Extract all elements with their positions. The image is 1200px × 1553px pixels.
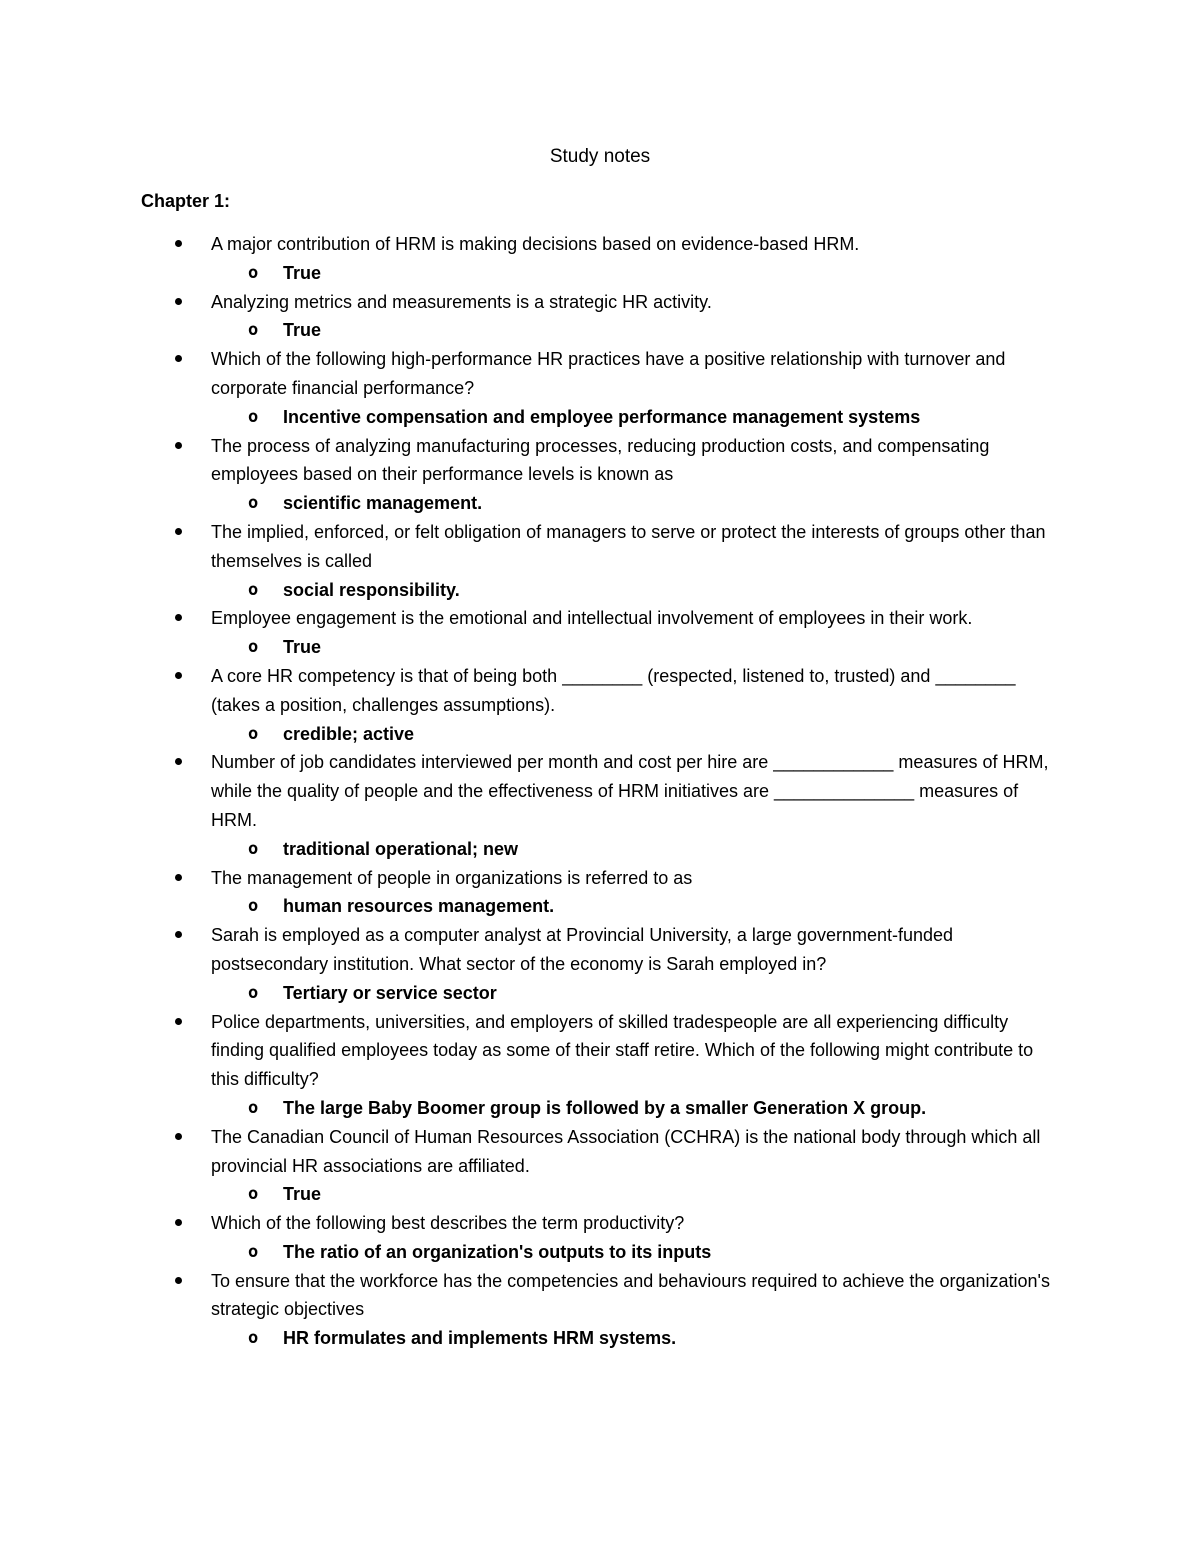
sub-bullet-icon: o: [248, 1184, 259, 1205]
list-item: [0, 864, 1200, 922]
question-text: The Canadian Council of Human Resources Association (CCHRA) is the national body through which all provincial HR associations are affiliated.: [211, 1126, 1041, 1176]
question-text: Which of the following high-performance HR practices have a positive relationship with turnover and corporate financial performance?: [211, 349, 1006, 398]
bullet-icon: [175, 1133, 182, 1140]
question-row: [0, 604, 1200, 633]
list-item: [0, 1209, 1200, 1267]
question-text: Police departments, universities, and employers of skilled tradespeople are all experiencing difficulty finding qualified employees today as some of their staff retire. Which of the following might contribute to this difficulty?: [211, 1011, 1034, 1090]
sub-bullet-icon: o: [248, 1097, 259, 1118]
answer-row: [0, 1094, 1200, 1123]
list-item: [0, 288, 1200, 346]
answer-row: [0, 576, 1200, 605]
question-text: Analyzing metrics and measurements is a strategic HR activity.: [211, 291, 712, 312]
sub-bullet-icon: o: [248, 982, 259, 1003]
sub-bullet-icon: o: [248, 320, 259, 341]
question-text: A major contribution of HRM is making decisions based on evidence-based HRM.: [211, 234, 860, 254]
sub-bullet-icon: o: [248, 1328, 259, 1349]
answer-row: [0, 259, 1200, 288]
question-row: [0, 1209, 1200, 1238]
sub-bullet-icon: o: [248, 637, 259, 658]
list-item: [0, 230, 1200, 288]
question-row: [0, 288, 1200, 317]
sub-bullet-icon: o: [248, 406, 259, 427]
question-row: [0, 921, 1200, 979]
answer-row: [0, 892, 1200, 921]
question-text: Sarah is employed as a computer analyst at Provincial University, a large government-funded postsecondary institution. What sector of the economy is Sarah employed in?: [211, 925, 954, 974]
bullet-icon: [175, 240, 182, 247]
question-row: [0, 1267, 1200, 1325]
sub-bullet-icon: o: [248, 723, 259, 744]
sub-bullet-icon: o: [248, 262, 259, 283]
answer-row: [0, 835, 1200, 864]
question-row: [0, 1123, 1200, 1181]
question-text: A core HR competency is that of being both ________ (respected, listened to, trusted) and ________ (takes a position, challenges assumptions).: [211, 665, 1016, 715]
answer-row: [0, 403, 1200, 432]
answer-row: [0, 1238, 1200, 1267]
list-item: [0, 345, 1200, 431]
bullet-icon: [175, 931, 182, 938]
question-list: [0, 230, 1200, 1353]
question-text: Which of the following best describes the term productivity?: [211, 1213, 685, 1234]
bullet-icon: [175, 1277, 182, 1284]
list-item: [0, 518, 1200, 604]
question-row: [0, 748, 1200, 834]
question-row: [0, 345, 1200, 403]
question-row: [0, 662, 1200, 720]
bullet-icon: [175, 1219, 182, 1226]
document-title: Study notes: [549, 146, 651, 167]
list-item: [0, 604, 1200, 662]
question-text: To ensure that the workforce has the competencies and behaviours required to achieve the organization's strategic objectives: [211, 1270, 1050, 1320]
sub-bullet-icon: o: [248, 838, 259, 859]
answer-row: [0, 1324, 1200, 1353]
list-item: [0, 921, 1200, 1007]
answer-text: Tertiary or service sector: [283, 982, 497, 1003]
sub-bullet-icon: o: [248, 493, 259, 514]
question-row: [0, 1008, 1200, 1094]
answer-row: [0, 979, 1200, 1008]
sub-bullet-icon: o: [248, 896, 259, 917]
bullet-icon: [175, 298, 182, 305]
list-item: [0, 1008, 1200, 1123]
sub-bullet-icon: o: [248, 1241, 259, 1262]
answer-row: [0, 316, 1200, 345]
bullet-icon: [175, 758, 182, 765]
bullet-icon: [175, 528, 182, 535]
answer-text: credible; active: [283, 723, 415, 744]
sub-bullet-icon: o: [248, 579, 259, 600]
list-item: [0, 662, 1200, 748]
question-text: The process of analyzing manufacturing processes, reducing production costs, and compensating employees based on their performance levels is known as: [211, 435, 990, 485]
answer-text: Incentive compensation and employee performance management systems: [283, 406, 921, 427]
answer-row: [0, 489, 1200, 518]
answer-text: traditional operational; new: [283, 838, 519, 859]
question-row: [0, 230, 1200, 259]
bullet-icon: [175, 672, 182, 679]
bullet-icon: [175, 355, 182, 362]
list-item: [0, 432, 1200, 518]
answer-text: scientific management.: [283, 493, 483, 514]
answer-text: human resources management.: [283, 896, 555, 917]
question-text: Employee engagement is the emotional and intellectual involvement of employees in their work.: [211, 608, 973, 629]
bullet-icon: [175, 874, 182, 881]
question-row: [0, 432, 1200, 490]
question-row: [0, 518, 1200, 576]
question-row: [0, 864, 1200, 893]
answer-text: True: [283, 1184, 322, 1205]
answer-text: True: [283, 262, 322, 283]
question-text: The management of people in organizations is referred to as: [211, 867, 693, 888]
bullet-icon: [175, 1018, 182, 1025]
answer-text: The ratio of an organization's outputs to its inputs: [283, 1241, 712, 1262]
answer-text: True: [283, 320, 322, 341]
answer-text: True: [283, 637, 322, 658]
chapter-heading: Chapter 1:: [141, 191, 231, 211]
answer-text: HR formulates and implements HRM systems.: [283, 1328, 677, 1349]
list-item: [0, 748, 1200, 863]
bullet-icon: [175, 614, 182, 621]
list-item: [0, 1267, 1200, 1353]
answer-row: [0, 1180, 1200, 1209]
list-item: [0, 1123, 1200, 1209]
answer-text: social responsibility.: [283, 579, 460, 600]
answer-row: [0, 633, 1200, 662]
question-text: Number of job candidates interviewed per month and cost per hire are ____________ measures of HRM, while the quality of people and the effectiveness of HRM initiatives are ______________ measures of HRM.: [211, 752, 1049, 830]
answer-text: The large Baby Boomer group is followed by a smaller Generation X group.: [283, 1097, 927, 1118]
answer-row: [0, 720, 1200, 749]
bullet-icon: [175, 442, 182, 449]
question-text: The implied, enforced, or felt obligation of managers to serve or protect the interests of groups other than themselves is called: [211, 521, 1046, 571]
